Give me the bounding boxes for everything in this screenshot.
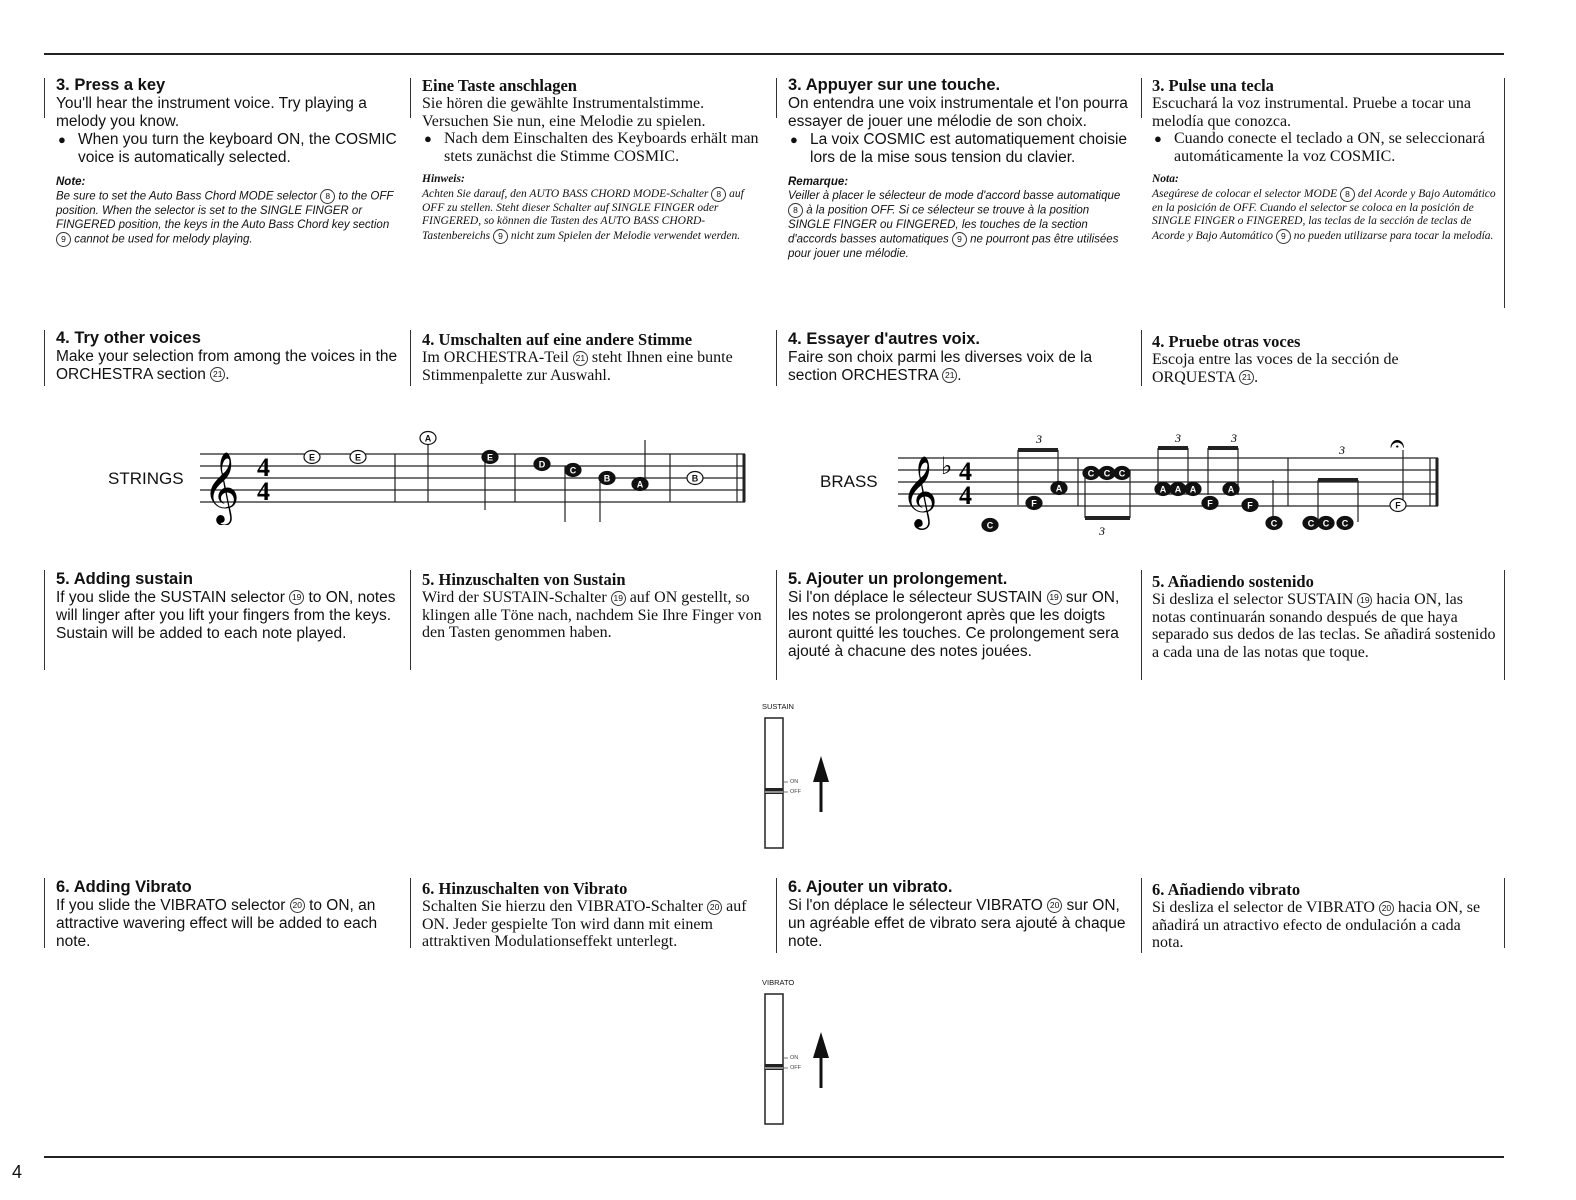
note-letter: E xyxy=(486,452,494,463)
es-step3-note: Nota: Asegúrese de colocar el selector MODE 8 del Acorde y Bajo Automático en la posición de OFF. Cuando el selector se coloca en la posición de SINGLE FINGER o FINGERED, las teclas de la sección de teclas de Acorde y Bajo Automático 9 no pueden utilizarse para tocar la melodía. xyxy=(1152,173,1496,242)
en-step6: 6. Adding Vibrato If you slide the VIBRATO selector 20 to ON, an attractive wavering effect will be added to each note. xyxy=(56,878,404,951)
de-step3-bullet: ● Nach dem Einschalten des Keyboards erhält man stets zunächst die Stimme COSMIC. xyxy=(422,130,762,165)
note-letter: F xyxy=(1207,498,1213,509)
ref-9-icon: 9 xyxy=(493,229,508,244)
note-letter: A xyxy=(1055,483,1063,494)
triplet-mark: 3 xyxy=(1175,431,1181,445)
column-divider xyxy=(410,330,411,386)
note-letter: C xyxy=(1270,518,1278,529)
note-letter: D xyxy=(538,459,546,470)
note-letter: A xyxy=(1174,484,1182,495)
triplet-mark: 3 xyxy=(1231,431,1237,445)
note-letter: E xyxy=(354,452,362,463)
note-letter: C xyxy=(1103,468,1111,479)
fr-step3-bullet: ● La voix COSMIC est automatiquement choisie lors de la mise sous tension du clavier. xyxy=(788,131,1133,167)
fr-step6: 6. Ajouter un vibrato. Si l'on déplace le sélecteur VIBRATO 20 sur ON, un agréable effet de vibrato sera ajouté à chaque note. xyxy=(788,878,1133,951)
note-letter: B xyxy=(691,473,699,484)
en-step5: 5. Adding sustain If you slide the SUSTAIN selector 19 to ON, notes will linger after you lift your fingers from the keys. Sustain will be added to each note played. xyxy=(56,570,404,643)
de-step6: 6. Hinzuschalten von Vibrato Schalten Sie hierzu den VIBRATO-Schalter 20 auf ON. Jeder gespielte Ton wird dann mit einem attraktiven Modulationseffekt unterlegt. xyxy=(422,879,772,951)
fr-step5-title: 5. Ajouter un prolongement. xyxy=(788,570,1008,588)
de-note-label: Hinweis: xyxy=(422,173,465,185)
ref-8-icon: 8 xyxy=(320,189,335,204)
bottom-rule xyxy=(44,1156,1504,1158)
ref-8-icon: 8 xyxy=(711,187,726,202)
column-divider xyxy=(44,330,45,386)
triplet-mark: 3 xyxy=(1339,443,1345,457)
es-step6: 6. Añadiendo vibrato Si desliza el selector de VIBRATO 20 hacia ON, se añadirá un atractivo efecto de ondulación a cada nota. xyxy=(1152,880,1492,952)
note-letter: B xyxy=(603,473,611,484)
note-letter: A xyxy=(1159,484,1167,495)
column-divider xyxy=(1141,570,1142,680)
column-divider xyxy=(44,78,45,118)
column-divider xyxy=(776,330,777,386)
column-divider xyxy=(1141,330,1142,386)
en-step4: 4. Try other voices Make your selection from among the voices in the ORCHESTRA section 21 . xyxy=(56,329,401,384)
time-signature: 4 xyxy=(257,477,270,506)
sustain-off-label: OFF xyxy=(790,789,801,795)
note-letter: A xyxy=(1227,484,1235,495)
ref-21-icon: 21 xyxy=(573,351,588,366)
ref-9-icon: 9 xyxy=(1276,229,1291,244)
de-step3-title: Eine Taste anschlagen xyxy=(422,76,577,95)
note-letter: A xyxy=(424,433,432,444)
note-letter: C xyxy=(1087,468,1095,479)
note-letter: C xyxy=(569,465,577,476)
fr-step3-body: On entendra une voix instrumentale et l'on pourra essayer de jouer une mélodie de son choix. xyxy=(788,95,1128,130)
en-step4-body: Make your selection from among the voices in the ORCHESTRA section xyxy=(56,348,398,383)
ref-19-icon: 19 xyxy=(1047,590,1062,605)
de-step4-title: 4. Umschalten auf eine andere Stimme xyxy=(422,330,693,349)
strings-staff xyxy=(195,410,760,525)
column-divider xyxy=(1141,878,1142,953)
en-step3 xyxy=(56,76,401,247)
es-step5-title: 5. Añadiendo sostenido xyxy=(1152,572,1314,591)
ref-20-icon: 20 xyxy=(290,898,305,913)
sustain-on-label: ON xyxy=(790,779,799,785)
column-divider xyxy=(44,570,45,670)
sustain-switch[interactable] xyxy=(760,712,840,852)
time-signature: 4 xyxy=(959,481,972,510)
vibrato-off-label: OFF xyxy=(790,1065,801,1071)
treble-clef-icon: 𝄞 xyxy=(203,450,240,523)
en-step3-body: You'll hear the instrument voice. Try playing a melody you know. xyxy=(56,95,367,130)
en-step3-bullet: ● When you turn the keyboard ON, the COSMIC voice is automatically selected. xyxy=(56,131,401,167)
fr-step3 xyxy=(788,76,1133,261)
ref-19-icon: 19 xyxy=(611,591,626,606)
column-divider xyxy=(1504,570,1505,680)
de-step5: 5. Hinzuschalten von Sustain Wird der SUSTAIN-Schalter 19 auf ON gestellt, so klingen alle Töne nach, nachdem Sie Ihre Finger von den Tasten genommen haben. xyxy=(422,570,767,642)
en-step4-title: 4. Try other voices xyxy=(56,329,201,347)
ref-21-icon: 21 xyxy=(1239,370,1254,385)
column-divider xyxy=(410,78,411,118)
fr-step3-note: Remarque: Veiller à placer le sélecteur de mode d'accord basse automatique 8 à la position OFF. Si ce sélecteur se trouve à la position SINGLE FINGER ou FINGERED, les touches de la section d'accords basses automatiques 9 ne pourront pas être utilisées pour jouer une mélodie. xyxy=(788,175,1133,261)
de-step4: 4. Umschalten auf eine andere Stimme Im ORCHESTRA-Teil 21 steht Ihnen eine bunte Stimmenpalette zur Auswahl. xyxy=(422,330,767,384)
triplet-mark: 3 xyxy=(1036,432,1042,446)
es-step6-title: 6. Añadiendo vibrato xyxy=(1152,880,1301,899)
page-number: 4 xyxy=(12,1162,23,1182)
sustain-switch-label: SUSTAIN xyxy=(762,702,794,711)
note-letter: A xyxy=(1189,484,1197,495)
note-letter: C xyxy=(1322,518,1330,529)
column-divider xyxy=(410,878,411,948)
es-note-label: Nota: xyxy=(1152,173,1179,185)
column-divider xyxy=(410,570,411,670)
strings-label: STRINGS xyxy=(108,469,184,488)
ref-20-icon: 20 xyxy=(707,900,722,915)
note-letter: F xyxy=(1031,498,1037,509)
en-step5-title: 5. Adding sustain xyxy=(56,570,193,588)
fr-note-label: Remarque: xyxy=(788,176,849,188)
column-divider xyxy=(1141,78,1142,118)
note-letter: C xyxy=(1341,518,1349,529)
top-rule xyxy=(44,53,1504,55)
time-signature: 4 xyxy=(257,453,270,482)
ref-21-icon: 21 xyxy=(210,367,225,382)
es-step3-title: 3. Pulse una tecla xyxy=(1152,76,1274,95)
de-step3-note: Hinweis: Achten Sie darauf, den AUTO BASS CHORD MODE-Schalter 8 auf OFF zu stellen. Steht dieser Schalter auf SINGLE FINGER oder FINGERED, so können die Tasten des AUTO BASS CHORD-Tastenbereichs 9 nicht zum Spielen der Melodie verwendet werden. xyxy=(422,173,762,244)
de-step3-body: Sie hören die gewählte Instrumentalstimme. Versuchen Sie nun, eine Melodie zu spielen. xyxy=(422,95,706,130)
ref-8-icon: 8 xyxy=(788,203,803,218)
es-step4: 4. Pruebe otras voces Escoja entre las voces de la sección de ORQUESTA 21 . xyxy=(1152,332,1482,386)
note-letter: C xyxy=(1118,468,1126,479)
fr-step6-title: 6. Ajouter un vibrato. xyxy=(788,878,953,896)
vibrato-switch-label: VIBRATO xyxy=(762,978,795,987)
de-step3 xyxy=(422,76,762,244)
ref-9-icon: 9 xyxy=(952,232,967,247)
arrow-up-icon xyxy=(813,1032,829,1058)
column-divider xyxy=(1504,78,1505,308)
flat-icon: ♭ xyxy=(941,452,953,480)
en-step6-title: 6. Adding Vibrato xyxy=(56,878,192,896)
time-signature: 4 xyxy=(959,457,972,486)
es-step3-body: Escuchará la voz instrumental. Pruebe a tocar una melodía que conozca. xyxy=(1152,95,1471,130)
fr-step5: 5. Ajouter un prolongement. Si l'on déplace le sélecteur SUSTAIN 19 sur ON, les notes se prolongeront après que les doigts auront quitté les touches. Ce prolongement sera ajouté à chacune des notes jouées. xyxy=(788,570,1133,661)
ref-19-icon: 19 xyxy=(289,590,304,605)
ref-8-icon: 8 xyxy=(1340,187,1355,202)
de-step6-title: 6. Hinzuschalten von Vibrato xyxy=(422,879,628,898)
en-note-label: Note: xyxy=(56,176,86,188)
triplet-mark: 3 xyxy=(1099,524,1105,538)
note-letter: E xyxy=(308,452,316,463)
note-letter: F xyxy=(1247,500,1253,511)
brass-staff xyxy=(893,410,1453,540)
column-divider xyxy=(776,878,777,953)
column-divider xyxy=(44,878,45,948)
note-letter: F xyxy=(1395,500,1401,511)
treble-clef-icon: 𝄞 xyxy=(901,454,938,527)
es-step4-title: 4. Pruebe otras voces xyxy=(1152,332,1301,351)
note-letter: A xyxy=(636,479,644,490)
brass-label: BRASS xyxy=(820,472,878,491)
en-step3-title: 3. Press a key xyxy=(56,76,166,94)
arrow-up-icon xyxy=(813,756,829,782)
ref-20-icon: 20 xyxy=(1379,901,1394,916)
vibrato-switch[interactable] xyxy=(760,988,840,1128)
es-step3-bullet: ● Cuando conecte el teclado a ON, se seleccionará automáticamente la voz COSMIC. xyxy=(1152,130,1497,165)
en-step3-note: Note: Be sure to set the Auto Bass Chord MODE selector 8 to the OFF position. When the selector is set to the SINGLE FINGER or FINGERED position, the keys in the Auto Bass Chord key section 9 cannot be used for melody playing. xyxy=(56,175,401,247)
vibrato-on-label: ON xyxy=(790,1055,799,1061)
ref-19-icon: 19 xyxy=(1357,593,1372,608)
note-letter: C xyxy=(986,520,994,531)
fr-step4: 4. Essayer d'autres voix. Faire son choix parmi les diverses voix de la section ORCHESTRA 21 . xyxy=(788,330,1138,385)
column-divider xyxy=(776,570,777,680)
fermata-icon: 𝄐 xyxy=(1390,429,1405,459)
ref-20-icon: 20 xyxy=(1047,898,1062,913)
es-step3 xyxy=(1152,76,1497,244)
es-step5: 5. Añadiendo sostenido Si desliza el selector SUSTAIN 19 hacia ON, las notas continuarán sonando después de que haya separado sus dedos de las teclas. Se añadirá sostenido a cada una de las notas que toque. xyxy=(1152,572,1498,661)
fr-step4-title: 4. Essayer d'autres voix. xyxy=(788,330,980,348)
ref-9-icon: 9 xyxy=(56,232,71,247)
fr-step3-title: 3. Appuyer sur une touche. xyxy=(788,76,1001,94)
column-divider xyxy=(776,78,777,118)
ref-21-icon: 21 xyxy=(942,368,957,383)
de-step5-title: 5. Hinzuschalten von Sustain xyxy=(422,570,626,589)
note-letter: C xyxy=(1307,518,1315,529)
column-divider xyxy=(1504,878,1505,948)
